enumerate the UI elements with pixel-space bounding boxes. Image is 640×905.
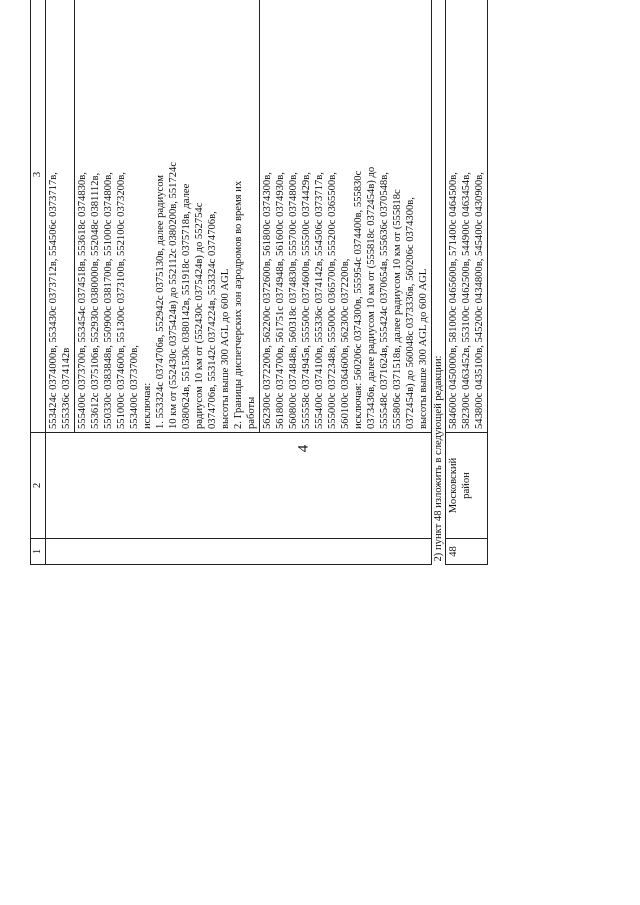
text-line: 555400с 0374100в, 555336с 0374142в, 554506с 0373717в, <box>314 172 325 429</box>
cell-col-3 <box>46 0 75 433</box>
text-line: 555806с 0371518в, далее радиусом 10 км от (555818с <box>392 189 403 429</box>
text-line: 10 км от (552430с 0375424в) до 552112с 0380200в, 551724с <box>168 161 179 429</box>
header-col-2: 2 <box>31 433 46 539</box>
text-line: 0372454в) до 560048с 0373336в, 560206с 0374300в, <box>405 197 416 429</box>
text-line: 0373436в, далее радиусом 10 км от (555818с 0372454в) до <box>366 166 377 429</box>
text-line: высоты выше 300 AGL до 600 AGL <box>418 268 429 429</box>
table-row <box>446 0 488 565</box>
rotated-sheet <box>30 0 540 565</box>
text-line: 0374706в, 553142с 0374224в, 553324с 0374706в, <box>207 211 218 429</box>
row48-number: 48 <box>446 539 488 565</box>
text-line: 2. Границы диспетчерских зон аэродромов во время их <box>233 180 244 429</box>
text-line: 543800с 0435100в, 545200с 0434800в, 545400с 0430900в, <box>474 172 485 429</box>
text-line: 555558с 0374945в, 555500с 0374600в, 555500с 0374429в, <box>301 172 312 429</box>
text-line: исключая: <box>142 382 153 429</box>
text-line: 560800с 0374848в, 560318с 0374830в, 555700с 0374800в, <box>288 172 299 429</box>
section-heading-row <box>432 0 446 565</box>
page-number: 4 <box>295 444 312 453</box>
cell-col-2 <box>46 433 432 539</box>
text-line: район <box>461 472 472 499</box>
text-line: Московский <box>448 457 459 514</box>
text-line: 551000с 0374600в, 551300с 0373100в, 552100с 0373200в, <box>116 172 127 429</box>
cell-col-3 <box>75 0 260 433</box>
text-line: 555336с 0374142в <box>61 347 72 429</box>
coordinates-table <box>30 0 488 565</box>
text-line: 561800с 0374700в, 561751с 0374948в, 561600с 0374930в, <box>275 172 286 429</box>
cell-col-1 <box>46 539 432 565</box>
table-row <box>46 0 75 565</box>
text-line: исключая: 560206с 0374300в, 555954с 0374400в, 555830с <box>353 170 364 429</box>
text-line: радиусом 10 км от (552430с 0375424в) до 552754с <box>194 202 205 429</box>
text-line: 555000с 0372348в, 555000с 0365700в, 555200с 0365500в, <box>327 172 338 429</box>
text-line: 562300с 0372200в, 562200с 0372600в, 561800с 0374300в, <box>262 172 273 429</box>
text-line: 550330с 0383848в, 550900с 0381700в, 551000с 0374800в, <box>103 172 114 429</box>
text-line: 553612с 0375106в, 552930с 0380000в, 552048с 0381112в, <box>90 172 101 429</box>
text-line: 0380624в, 551530с 0380142в, 551918с 0375718в, далее <box>181 183 192 429</box>
text-line: работы <box>246 396 257 429</box>
text-line: 584600с 0450000в, 581000с 0465600в, 571400с 0464500в, <box>448 172 459 429</box>
section-heading: 2) пункт 48 изложить в следующей редакции: <box>432 0 446 565</box>
text-line: 555548с 0371624в, 555424с 0370654в, 555636с 0370548в, <box>379 172 390 429</box>
header-row <box>31 0 46 565</box>
header-col-1: 1 <box>31 539 46 565</box>
row48-coordinates <box>446 0 488 433</box>
text-line: высоты выше 300 AGL до 600 AGL <box>220 268 231 429</box>
text-line: 560100с 0364600в, 562300с 0372200в, <box>340 258 351 429</box>
text-line: 555400с 0373700в, 553454с 0374518в, 553618с 0374830в, <box>77 172 88 429</box>
text-line: 553400с 0373700в, <box>129 345 140 429</box>
text-line: 553424с 0374000в, 553430с 0373712в, 554506с 0373717в, <box>48 172 59 429</box>
text-line: 582300с 0463452в, 553100с 0462500в, 544900с 0463454в, <box>461 172 472 429</box>
row48-district <box>446 433 488 539</box>
text-line: 1. 553324с 0374706в, 552942с 0375130в, далее радиусом <box>155 175 166 429</box>
cell-col-3 <box>260 0 432 433</box>
header-col-3: 3 <box>31 0 46 433</box>
